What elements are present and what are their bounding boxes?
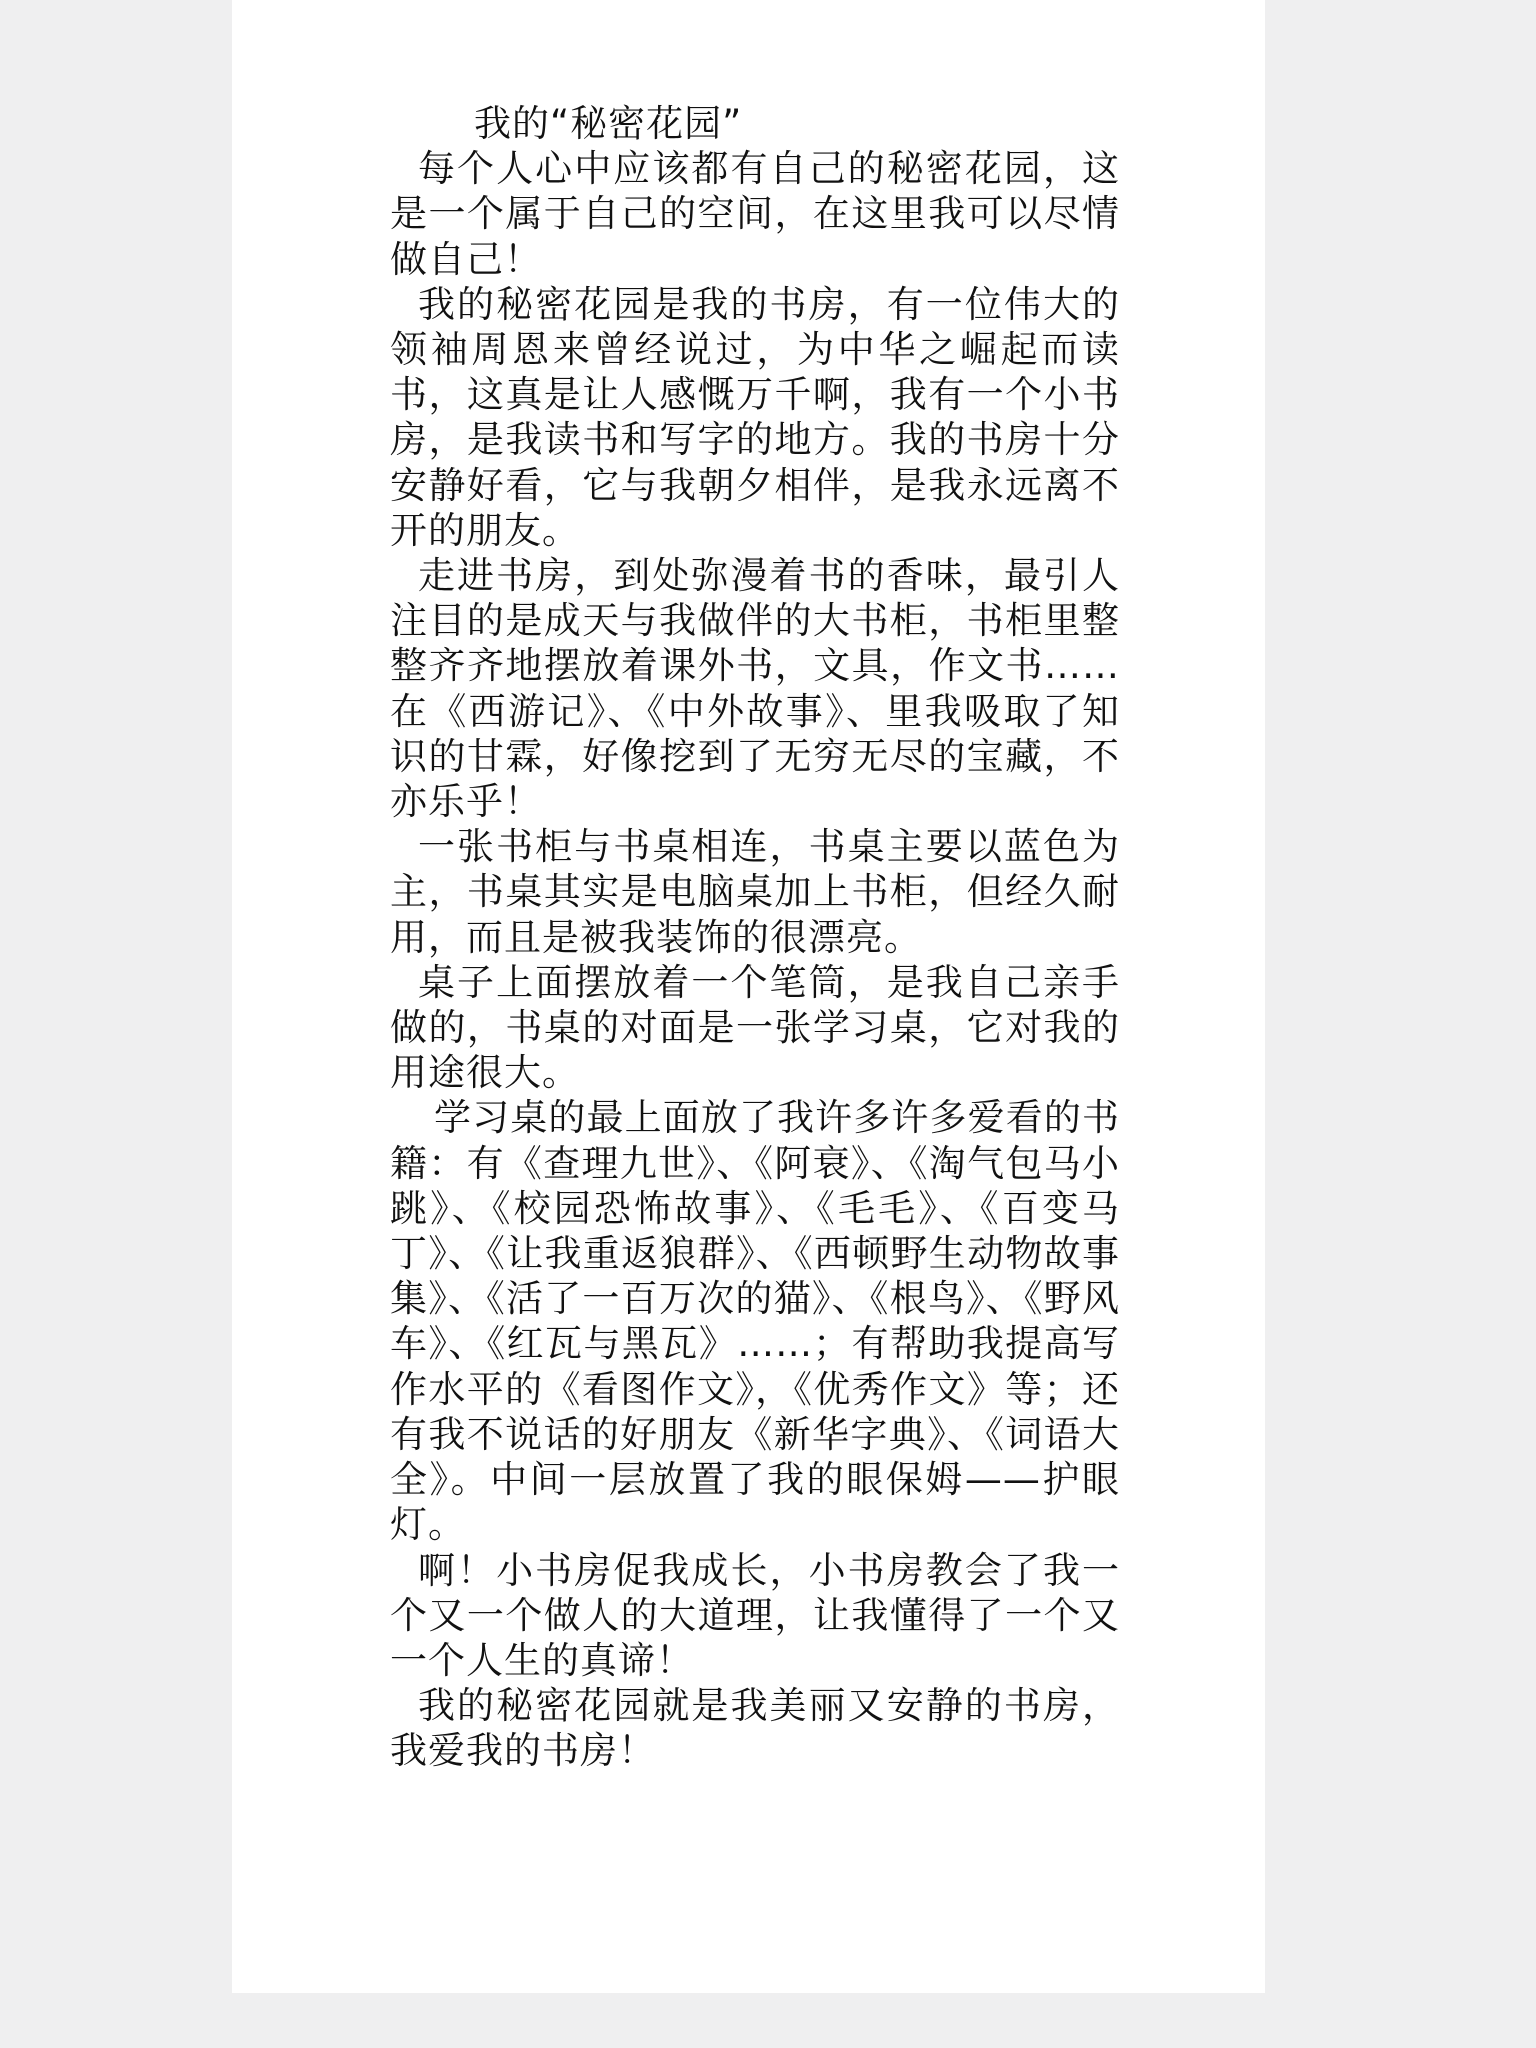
paragraph-3: 走进书房，到处弥漫着书的香味，最引人注目的是成天与我做伴的大书柜，书柜里整整齐齐地摆放着课外书，文具，作文书……在《西游记》、《中外故事》、里我吸取了知识的甘霖，好像挖到了无穷无尽的宝藏，不亦乐乎！ xyxy=(390,554,1120,824)
paragraph-5: 桌子上面摆放着一个笔筒，是我自己亲手做的，书桌的对面是一张学习桌，它对我的用途很大。 xyxy=(390,960,1120,1095)
essay-title: 我的“秘密花园” xyxy=(474,102,743,145)
paragraph-1: 每个人心中应该都有自己的秘密花园，这是一个属于自己的空间，在这里我可以尽情做自己！ xyxy=(390,147,1120,281)
paragraph-4: 一张书柜与书桌相连，书桌主要以蓝色为主，书桌其实是电脑桌加上书柜，但经久耐用，而且是被我装饰的很漂亮。 xyxy=(390,825,1120,959)
paragraph-2: 我的秘密花园是我的书房，有一位伟大的领袖周恩来曾经说过，为中华之崛起而读书，这真是让人感慨万千啊，我有一个小书房，是我读书和写字的地方。我的书房十分安静好看，它与我朝夕相伴，是我永远离不开的朋友。 xyxy=(390,282,1120,552)
essay-body xyxy=(390,101,1120,1774)
paragraph-8: 我的秘密花园就是我美丽又安静的书房，我爱我的书房！ xyxy=(390,1684,1120,1773)
paragraph-7: 啊！小书房促我成长，小书房教会了我一个又一个做人的大道理，让我懂得了一个又一个人生的真谛！ xyxy=(390,1548,1120,1682)
paragraph-6: 学习桌的最上面放了我许多许多爱看的书籍：有《查理九世》、《阿衰》、《淘气包马小跳》、《校园恐怖故事》、《毛毛》、《百变马丁》、《让我重返狼群》、《西顿野生动物故事集》、《活了一百万次的猫》、《根鸟》、《野风车》、《红瓦与黑瓦》……；有帮助我提高写作水平的《看图作文》，《优秀作文》等；还有我不说话的好朋友《新华字典》、《词语大全》。中间一层放置了我的眼保姆——护眼灯。 xyxy=(390,1096,1120,1547)
